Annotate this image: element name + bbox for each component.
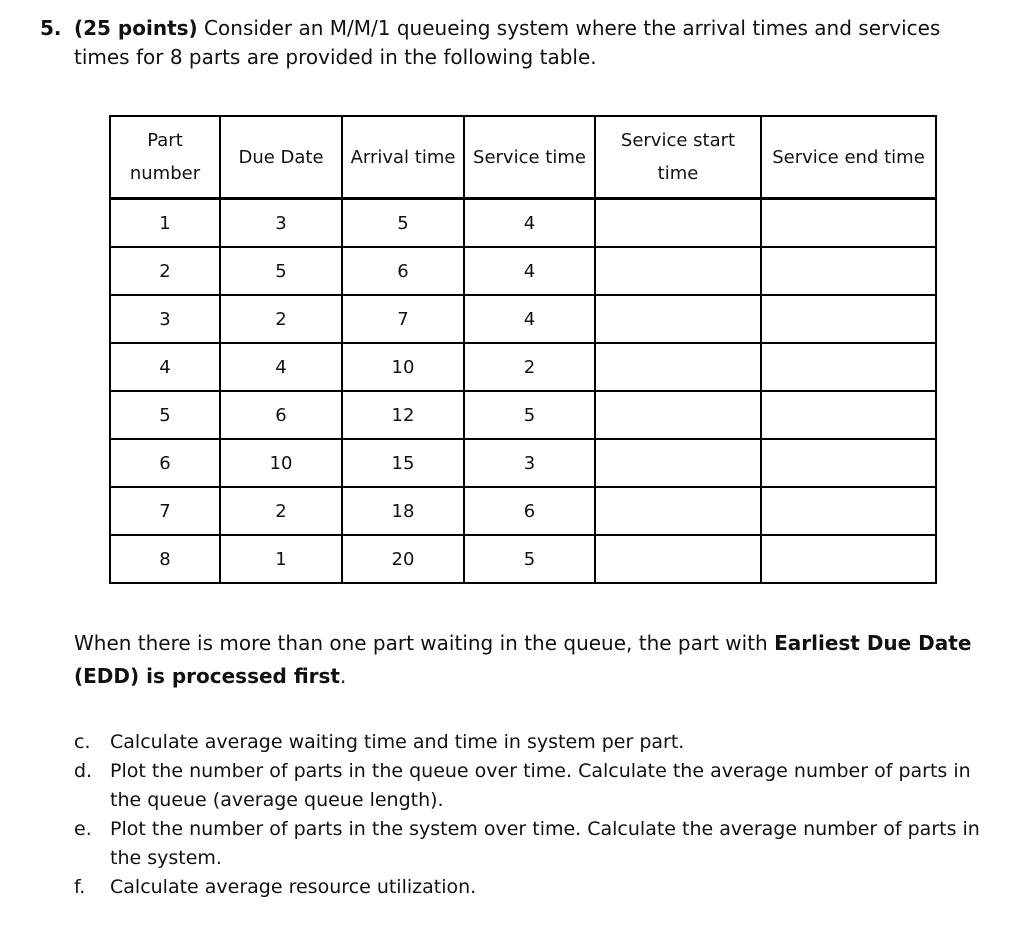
part-number-cell: 3	[110, 295, 220, 343]
arrival-time-cell: 7	[342, 295, 464, 343]
arrival-time-cell: 5	[342, 199, 464, 248]
service-time-cell: 3	[464, 439, 595, 487]
due-date-cell: 1	[220, 535, 342, 583]
table-body	[110, 199, 936, 584]
service-start-time-cell	[595, 535, 761, 583]
service-time-cell: 5	[464, 535, 595, 583]
part-number-cell: 4	[110, 343, 220, 391]
arrival-time-cell: 10	[342, 343, 464, 391]
service-time-cell: 4	[464, 199, 595, 248]
subpart-text: Plot the number of parts in the system over time. Calculate the average number of parts in the system.	[110, 818, 980, 869]
table-row	[110, 439, 936, 487]
question-statement: Consider an M/M/1 queueing system where the arrival times and services times for 8 parts are provided in the following table.	[74, 16, 941, 69]
service-end-time-cell	[761, 535, 936, 583]
header-service-start-time: Service start time	[595, 116, 761, 199]
header-service-end-time: Service end time	[761, 116, 936, 199]
subpart-marker: f.	[74, 876, 86, 898]
arrival-time-cell: 6	[342, 247, 464, 295]
arrival-time-cell: 15	[342, 439, 464, 487]
question-heading	[40, 14, 1000, 72]
due-date-cell: 2	[220, 487, 342, 535]
service-end-time-cell	[761, 199, 936, 248]
service-start-time-cell	[595, 247, 761, 295]
question-text	[74, 14, 1000, 72]
table-row	[110, 247, 936, 295]
list-item	[40, 873, 980, 902]
table-row	[110, 487, 936, 535]
table-row	[110, 295, 936, 343]
table-row	[110, 535, 936, 583]
service-time-cell: 6	[464, 487, 595, 535]
service-end-time-cell	[761, 439, 936, 487]
subpart-marker: c.	[74, 731, 91, 753]
table-row	[110, 391, 936, 439]
service-start-time-cell	[595, 343, 761, 391]
due-date-cell: 2	[220, 295, 342, 343]
table-row	[110, 199, 936, 248]
service-end-time-cell	[761, 391, 936, 439]
edd-rule-note	[74, 627, 984, 693]
service-time-cell: 4	[464, 247, 595, 295]
service-start-time-cell	[595, 391, 761, 439]
note-period: .	[339, 664, 347, 688]
header-part-number: Part number	[110, 116, 220, 199]
service-start-time-cell	[595, 295, 761, 343]
subpart-text: Calculate average resource utilization.	[110, 876, 477, 898]
service-time-cell: 4	[464, 295, 595, 343]
service-start-time-cell	[595, 199, 761, 248]
note-text: When there is more than one part waiting in the queue, the part with	[74, 631, 775, 655]
service-end-time-cell	[761, 343, 936, 391]
service-time-cell: 5	[464, 391, 595, 439]
question-number: 5.	[40, 16, 62, 40]
service-start-time-cell	[595, 487, 761, 535]
service-start-time-cell	[595, 439, 761, 487]
due-date-cell: 4	[220, 343, 342, 391]
due-date-cell: 10	[220, 439, 342, 487]
header-due-date: Due Date	[220, 116, 342, 199]
subparts-list	[40, 728, 980, 902]
list-item	[40, 815, 980, 873]
list-item	[40, 757, 980, 815]
question-points: (25 points)	[74, 16, 198, 40]
service-end-time-cell	[761, 247, 936, 295]
header-arrival-time: Arrival time	[342, 116, 464, 199]
parts-table	[109, 115, 937, 584]
part-number-cell: 6	[110, 439, 220, 487]
part-number-cell: 5	[110, 391, 220, 439]
due-date-cell: 6	[220, 391, 342, 439]
part-number-cell: 7	[110, 487, 220, 535]
arrival-time-cell: 18	[342, 487, 464, 535]
table-header-row	[110, 116, 936, 199]
arrival-time-cell: 20	[342, 535, 464, 583]
service-end-time-cell	[761, 487, 936, 535]
subpart-marker: d.	[74, 760, 93, 782]
due-date-cell: 5	[220, 247, 342, 295]
note-bold-text: Earliest Due Date (EDD) is processed first	[74, 631, 972, 688]
list-item	[40, 728, 980, 757]
arrival-time-cell: 12	[342, 391, 464, 439]
service-end-time-cell	[761, 295, 936, 343]
subpart-text: Plot the number of parts in the queue over time. Calculate the average number of parts in the queue (average queue length).	[110, 760, 971, 811]
table-row	[110, 343, 936, 391]
service-time-cell: 2	[464, 343, 595, 391]
part-number-cell: 1	[110, 199, 220, 248]
part-number-cell: 8	[110, 535, 220, 583]
header-service-time: Service time	[464, 116, 595, 199]
due-date-cell: 3	[220, 199, 342, 248]
subpart-marker: e.	[74, 818, 92, 840]
subpart-text: Calculate average waiting time and time in system per part.	[110, 731, 685, 753]
part-number-cell: 2	[110, 247, 220, 295]
